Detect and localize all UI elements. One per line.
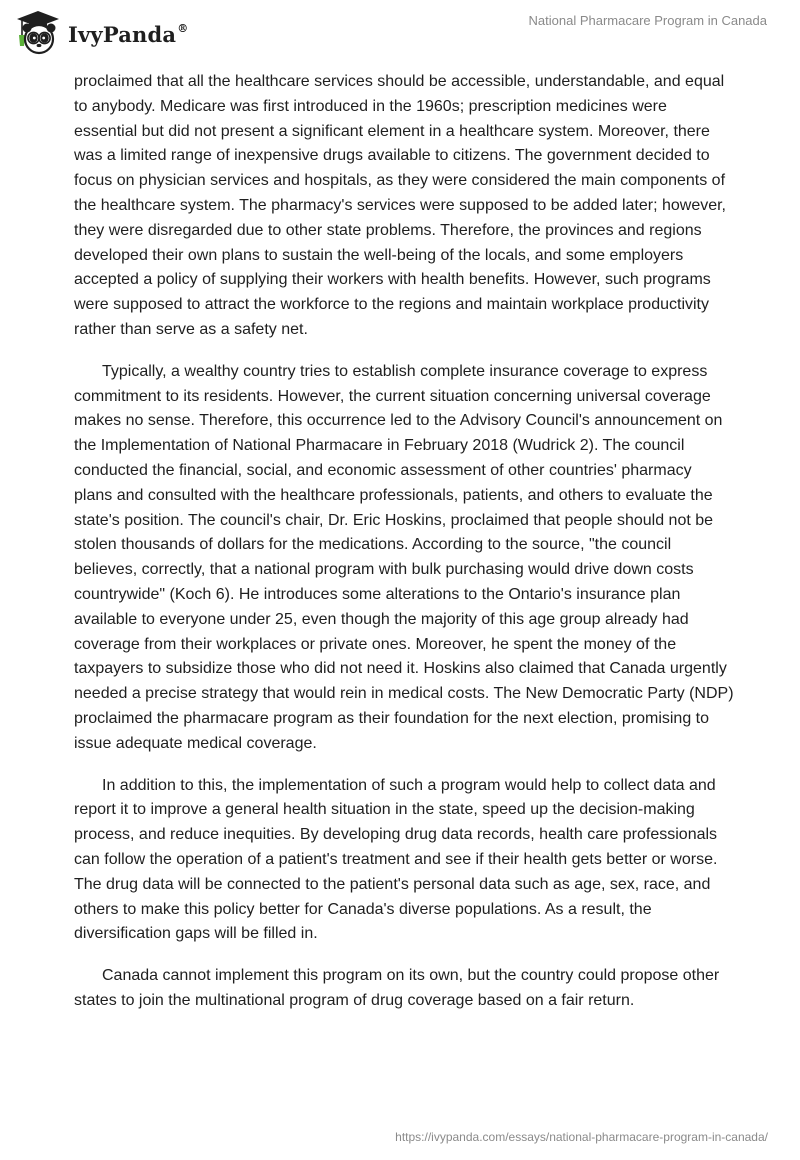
paragraph-1: proclaimed that all the healthcare services should be accessible, understandable, and equal to anybody. Medicare was first introduced in the 1960s; prescription medicines were essential but did not present a significant element in a healthcare system. Moreover, there was a limited range of inexpensive drugs available to citizens. The government decided to focus on physician services and hospitals, as they were considered the main components of the healthcare system. The pharmacy's services were supposed to be added later; however, they were disregarded due to other state problems. Therefore, the provinces and regions developed their own plans to sustain the well-being of the locals, and some employers accepted a policy of supplying their workers with health benefits. However, such programs were supposed to attract the workforce to the regions and maintain workplace productivity rather than serve as a safety net. xyxy=(74,73,726,338)
paragraph-3: In addition to this, the implementation of such a program would help to collect data and report it to improve a general health situation in the state, speed up the decision-making process, and reduce inequities. By developing drug data records, health care professionals can follow the operation of a patient's treatment and see if their health gets better or worse. The drug data will be connected to the patient's personal data such as age, sex, race, and others to make this policy better for Canada's diverse populations. As a result, the diversification gaps will be filled in. xyxy=(74,776,718,943)
page-header xyxy=(0,0,800,60)
source-url[interactable]: https://ivypanda.com/essays/national-pharmacare-program-in-canada/ xyxy=(395,1130,768,1144)
paragraph-2: Typically, a wealthy country tries to establish complete insurance coverage to express commitment to its residents. However, the current situation concerning universal coverage makes no sense. Therefore, this occurrence led to the Advisory Council's announcement on the Implementation of National Pharmacare in February 2018 (Wudrick 2). The council conducted the financial, social, and economic assessment of other countries' pharmacy plans and consulted with the healthcare professionals, patients, and others to evaluate the state's position. The council's chair, Dr. Eric Hoskins, proclaimed that people should not be stolen thousands of dollars for the medications. According to the source, "the council believes, correctly, that a national program with bulk purchasing would drive down costs countrywide" (Koch 6). He introduces some alterations to the Ontario's insurance plan available to everyone under 25, even though the majority of this age group already had coverage from their workplaces or private ones. Moreover, he spent the money of the taxpayers to subsidize those who did not need it. Hoskins also claimed that Canada urgently needed a precise strategy that would rein in medical costs. The New Democratic Party (NDP) proclaimed the pharmacare program as their foundation for the next election, promising to issue adequate medical coverage. xyxy=(74,362,734,752)
brand-logo[interactable] xyxy=(14,8,188,56)
essay-body xyxy=(74,70,734,1031)
registered-mark: ® xyxy=(177,21,189,35)
document-title: National Pharmacare Program in Canada xyxy=(528,13,767,28)
panda-graduate-icon xyxy=(14,8,62,56)
paragraph-4: Canada cannot implement this program on its own, but the country could propose other states to join the multinational program of drug coverage based on a fair return. xyxy=(74,967,720,1009)
brand-name: IvyPanda® xyxy=(68,21,189,47)
